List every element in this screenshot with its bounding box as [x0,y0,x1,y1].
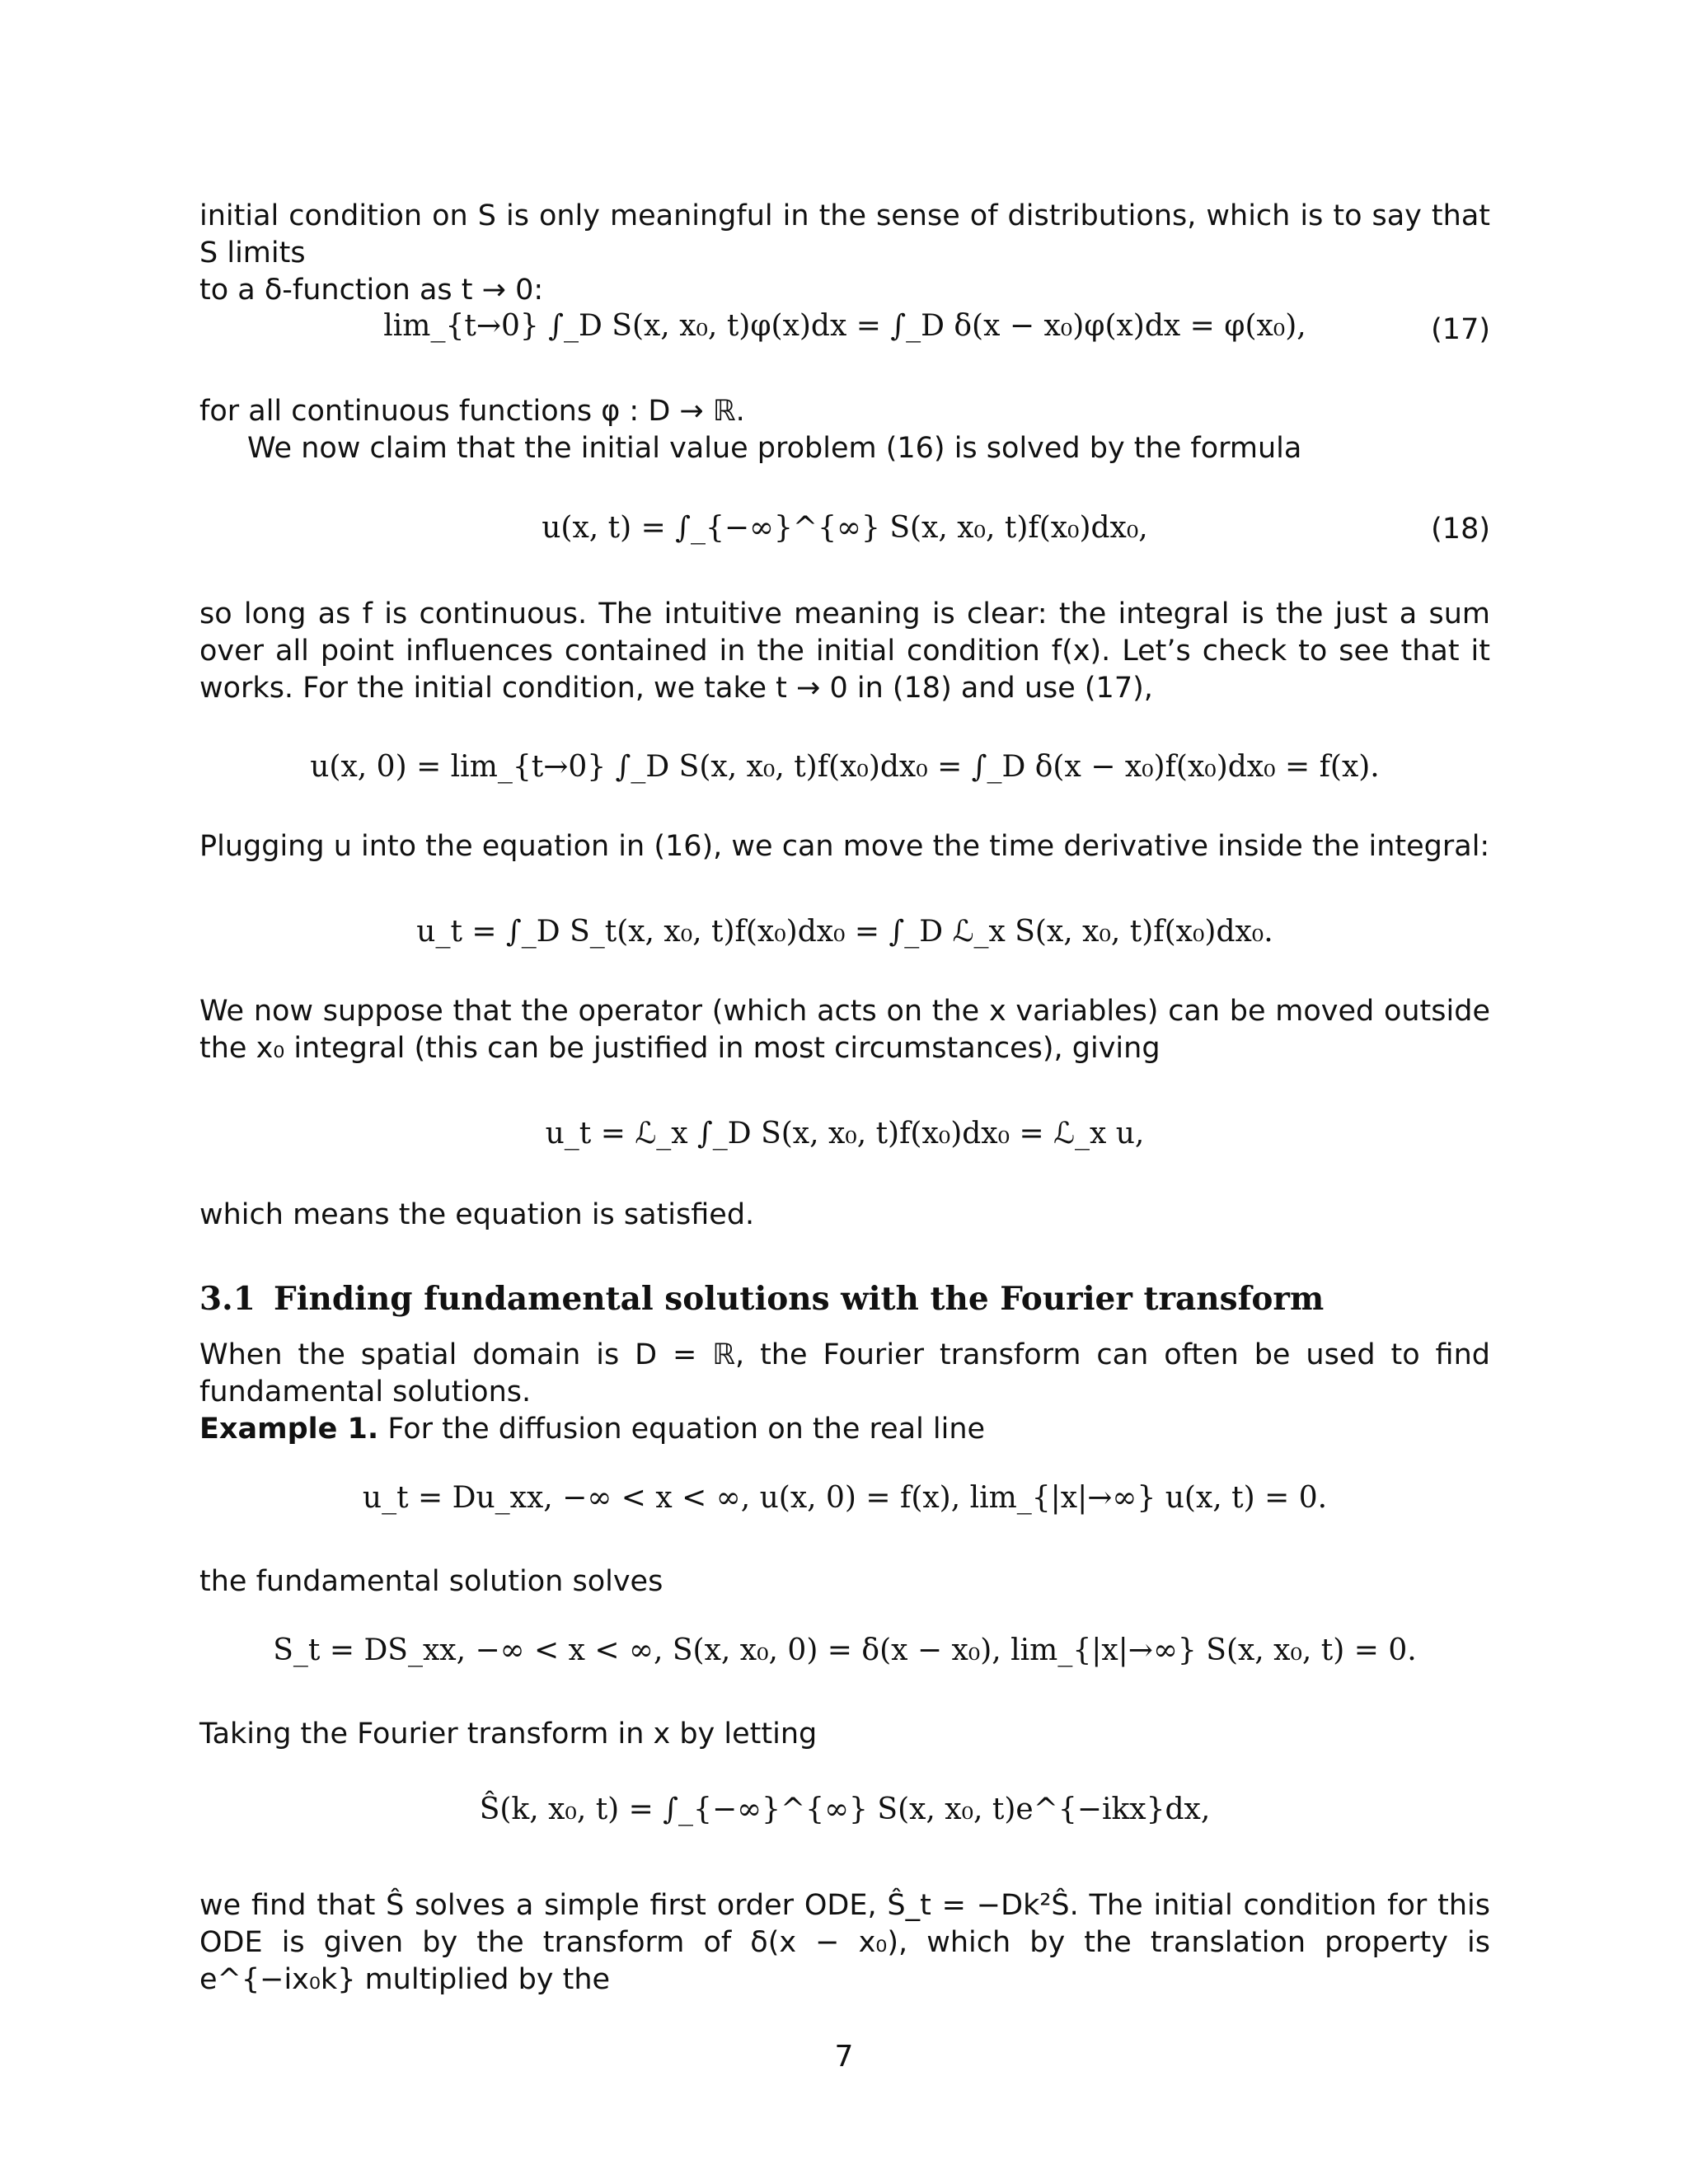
operator-paragraph: We now suppose that the operator (which acts on the x variables) can be moved outside the x₀ integral (this can be justified in most circumstances), giving [199,995,1490,1065]
time-derivative-equation [199,915,1490,949]
section-title: Finding fundamental solutions with the Fourier transform [274,1280,1325,1318]
intro-paragraph [199,198,1490,309]
section-number: 3.1 [199,1280,256,1318]
example-text: For the diffusion equation on the real line [387,1413,986,1446]
plugging-paragraph: Plugging u into the equation in (16), we can move the time derivative inside the integral: [199,830,1490,863]
fundamental-solution-paragraph: the fundamental solution solves [199,1565,663,1598]
equation-17 [199,309,1490,343]
equation-18-body: u(x, t) = ∫_{−∞}^{∞} S(x, x₀, t)f(x₀)dx₀, [542,511,1148,545]
initial-condition-equation [199,750,1490,784]
equation-17-body: lim_{t→0} ∫_D S(x, x₀, t)φ(x)dx = ∫_D δ(x − x₀)φ(x)dx = φ(x₀), [383,309,1306,343]
continuous-functions-paragraph: for all continuous functions φ : D → ℝ. [199,395,745,428]
initial-condition-equation-body: u(x, 0) = lim_{t→0} ∫_D S(x, x₀, t)f(x₀)dx₀ = ∫_D δ(x − x₀)f(x₀)dx₀ = f(x). [310,750,1380,784]
intro-line-2: to a δ-function as t → 0: [199,274,544,307]
final-paragraph: we find that Ŝ solves a simple first order ODE, Ŝ_t = −Dk²Ŝ. The initial condition for this ODE is given by the transform of δ(x − x₀), which by the translation property is e^{−ix₀k} multiplied by the [199,1889,1490,1996]
claim-paragraph: We now claim that the initial value problem (16) is solved by the formula [247,432,1302,465]
operator-equation-body: u_t = ℒ_x ∫_D S(x, x₀, t)f(x₀)dx₀ = ℒ_x u, [545,1117,1145,1151]
example-label: Example 1. [199,1413,379,1446]
diffusion-equation-body: u_t = Du_xx, −∞ < x < ∞, u(x, 0) = f(x), lim_{|x|→∞} u(x, t) = 0. [362,1481,1328,1515]
example-paragraph [199,1411,1490,1448]
fourier-transform-equation [199,1793,1490,1826]
intro-line-1: initial condition on S is only meaningful in the sense of distributions, which is to say that S limits [199,199,1490,269]
time-derivative-equation-body: u_t = ∫_D S_t(x, x₀, t)f(x₀)dx₀ = ∫_D ℒ_x S(x, x₀, t)f(x₀)dx₀. [416,915,1273,949]
equation-18-number: (18) [1431,513,1490,546]
fourier-letting-paragraph: Taking the Fourier transform in x by letting [199,1718,818,1750]
section-heading [199,1280,1324,1318]
equation-17-number: (17) [1431,313,1490,346]
diffusion-equation [199,1481,1490,1515]
equation-18 [199,511,1490,545]
operator-equation [199,1117,1490,1151]
fundamental-solution-equation-body: S_t = DS_xx, −∞ < x < ∞, S(x, x₀, 0) = δ(x − x₀), lim_{|x|→∞} S(x, x₀, t) = 0. [273,1633,1417,1667]
page-number: 7 [834,2040,854,2074]
fundamental-solution-equation [199,1633,1490,1667]
satisfied-paragraph: which means the equation is satisfied. [199,1198,755,1231]
intuitive-meaning-paragraph: so long as f is continuous. The intuitive meaning is clear: the integral is the just a sum over all point influences contained in the initial condition f(x). Let’s check to see that it works. For the initial condition, we take t → 0 in (18) and use (17), [199,598,1490,705]
spatial-domain-paragraph: When the spatial domain is D = ℝ, the Fourier transform can often be used to find fundamental solutions. [199,1338,1490,1408]
fourier-transform-equation-body: Ŝ(k, x₀, t) = ∫_{−∞}^{∞} S(x, x₀, t)e^{−ikx}dx, [479,1793,1211,1826]
